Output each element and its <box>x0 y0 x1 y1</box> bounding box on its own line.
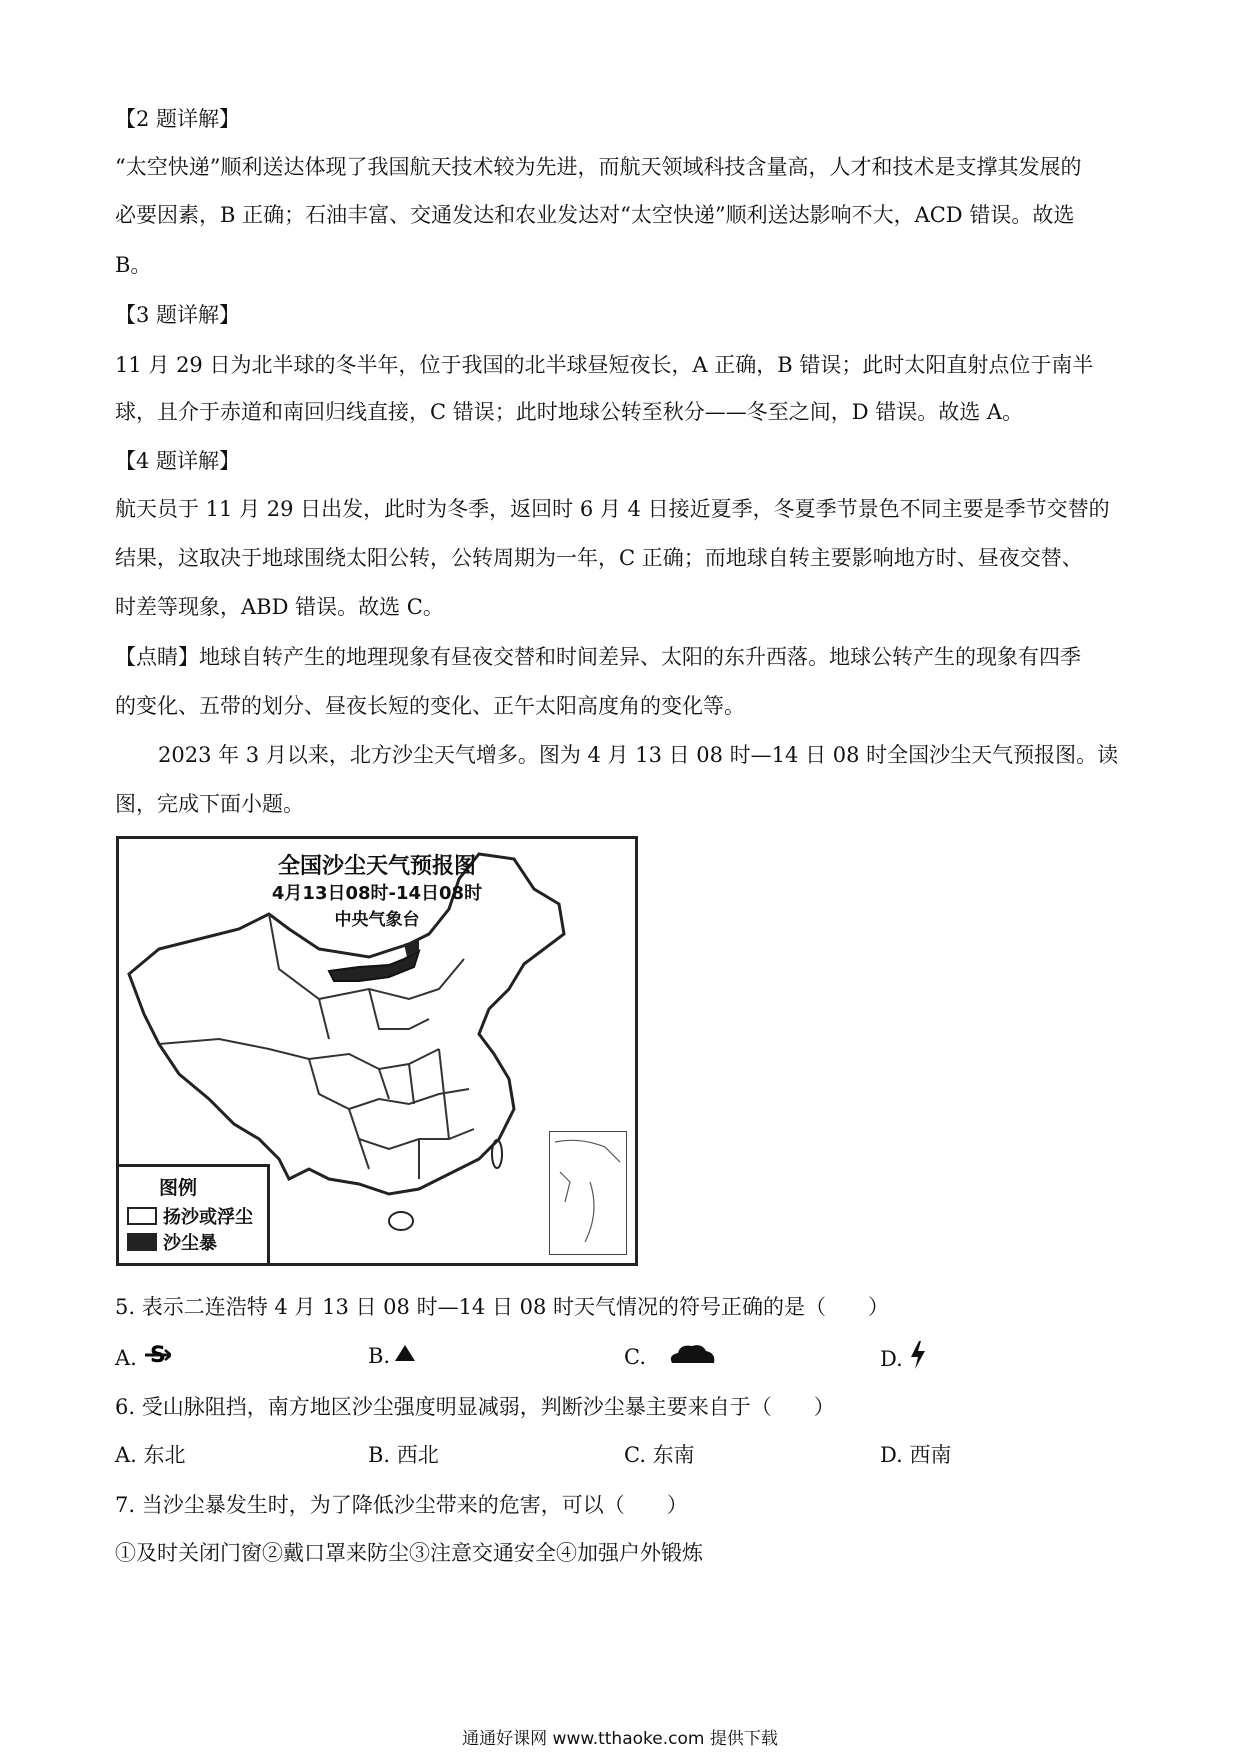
tip-line-2: 的变化、五带的划分、昼夜长短的变化、正午太阳高度角的变化等。 <box>115 694 745 718</box>
map-legend <box>119 1164 270 1263</box>
q5-option-a[interactable] <box>115 1341 171 1375</box>
inset-map <box>550 1132 626 1254</box>
q4-text-line-1: 航天员于 11 月 29 日出发，此时为冬季，返回时 6 月 4 日接近夏季，冬夏季节景色不同主要是季节交替的 <box>115 497 1110 521</box>
q5-option-c[interactable] <box>624 1341 716 1373</box>
q7-items: ①及时关闭门窗②戴口罩来防尘③注意交通安全④加强户外锻炼 <box>115 1541 703 1565</box>
q3-text-line-1: 11 月 29 日为北半球的冬半年，位于我国的北半球昼短夜长，A 正确，B 错误；此时太阳直射点位于南半 <box>115 353 1094 377</box>
q4-heading: 【4 题详解】 <box>115 449 241 473</box>
triangle-symbol-icon <box>394 1341 416 1371</box>
q7-stem: 7. 当沙尘暴发生时，为了降低沙尘带来的危害，可以（ ） <box>115 1493 688 1517</box>
option-label: A. <box>115 1346 137 1370</box>
q2-text-line-1: “太空快递”顺利送达体现了我国航天技术较为先进，而航天领域科技含量高，人才和技术是支撑其发展的 <box>115 155 1082 179</box>
option-label: B. <box>368 1344 391 1368</box>
legend-label: 沙尘暴 <box>163 1233 217 1254</box>
map-source: 中央气象台 <box>334 910 420 930</box>
page-footer: 通通好课网 www.tthaoke.com 提供下载 <box>462 1729 778 1749</box>
q5-option-d[interactable] <box>880 1341 927 1377</box>
tip-line-1: 【点睛】地球自转产生的地理现象有昼夜交替和时间差异、太阳的东升西落。地球公转产生的现象有四季 <box>115 645 1081 669</box>
q3-heading: 【3 题详解】 <box>115 303 241 327</box>
dust-forecast-map <box>116 836 638 1266</box>
q6-option-d[interactable]: D. 西南 <box>880 1443 952 1467</box>
intro-line-2: 图，完成下面小题。 <box>115 792 304 816</box>
legend-title: 图例 <box>159 1177 198 1199</box>
intro-line-1: 2023 年 3 月以来，北方沙尘天气增多。图为 4 月 13 日 08 时—14 日 08 时全国沙尘天气预报图。读 <box>158 743 1119 767</box>
q5-stem: 5. 表示二连浩特 4 月 13 日 08 时—14 日 08 时天气情况的符号正确的是（ ） <box>115 1295 890 1319</box>
q4-text-line-3: 时差等现象，ABD 错误。故选 C。 <box>115 595 444 619</box>
q3-text-line-2: 球，且介于赤道和南回归线直接，C 错误；此时地球公转至秋分——冬至之间，D 错误。故选 A。 <box>115 400 1024 424</box>
q5-option-b[interactable] <box>368 1341 416 1371</box>
option-label: C. <box>624 1345 646 1369</box>
option-label: D. <box>880 1347 903 1371</box>
q6-option-c[interactable]: C. 东南 <box>624 1443 695 1467</box>
q6-option-b[interactable]: B. 西北 <box>368 1443 439 1467</box>
q2-text-line-3: B。 <box>115 253 152 277</box>
south-china-sea-inset <box>549 1131 627 1255</box>
q6-stem: 6. 受山脉阻挡，南方地区沙尘强度明显减弱，判断沙尘暴主要来自于（ ） <box>115 1395 835 1419</box>
map-subtitle: 4月13日08时-14日08时 <box>271 883 483 904</box>
legend-item-sandstorm <box>127 1229 217 1255</box>
q6-option-a[interactable]: A. 东北 <box>115 1443 186 1467</box>
sandstorm-symbol-icon <box>145 1341 171 1375</box>
svg-text:S: S <box>149 1343 166 1367</box>
lightning-symbol-icon <box>909 1341 927 1377</box>
q4-text-line-2: 结果，这取决于地球围绕太阳公转，公转周期为一年，C 正确；而地球自转主要影响地方时、昼夜交替、 <box>115 546 1083 570</box>
q2-text-line-2: 必要因素，B 正确；石油丰富、交通发达和农业发达对“太空快递”顺利送达影响不大，ACD 错误。故选 <box>115 203 1075 227</box>
map-title: 全国沙尘天气预报图 <box>277 854 476 879</box>
cloud-symbol-icon <box>668 1341 716 1373</box>
light-swatch-icon <box>127 1207 157 1225</box>
legend-label: 扬沙或浮尘 <box>163 1207 253 1228</box>
q2-heading: 【2 题详解】 <box>115 107 241 131</box>
dark-swatch-icon <box>127 1233 157 1251</box>
legend-item-floating-dust <box>127 1203 253 1229</box>
